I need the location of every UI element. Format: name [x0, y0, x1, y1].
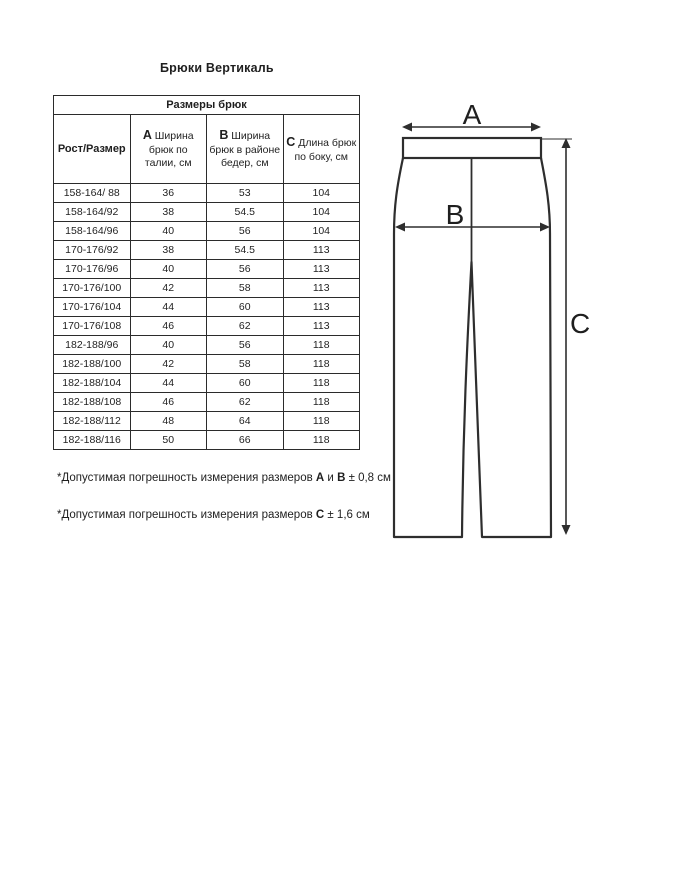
- tolerance-note-ab: [57, 472, 391, 484]
- table-cell: 118: [283, 431, 360, 450]
- note-text: *Допустимая погрешность измерения размеров: [57, 472, 316, 484]
- table-cell: 64: [207, 412, 284, 431]
- table-cell: 104: [283, 203, 360, 222]
- table-cell: 182-188/104: [54, 374, 131, 393]
- table-cell: 58: [207, 279, 284, 298]
- table-cell: 104: [283, 222, 360, 241]
- dimension-a-label: A: [462, 99, 482, 130]
- col-header-size-label: Рост/Размер: [57, 142, 126, 155]
- col-header-c-label: Длина брюк по боку, см: [294, 136, 357, 163]
- table-cell: 158-164/ 88: [54, 184, 131, 203]
- caption-row: [54, 96, 360, 115]
- note-text: ± 0,8 см: [345, 472, 391, 484]
- col-header-a: [130, 115, 207, 184]
- table-cell: 40: [130, 260, 207, 279]
- col-header-size: [54, 115, 131, 184]
- table-cell: 182-188/96: [54, 336, 131, 355]
- col-header-a-label: Ширина брюк по талии, см: [144, 129, 194, 170]
- table-cell: 182-188/100: [54, 355, 131, 374]
- table-cell: 42: [130, 355, 207, 374]
- waistband-shape: [403, 138, 541, 158]
- table-cell: 170-176/108: [54, 317, 131, 336]
- table-cell: 113: [283, 241, 360, 260]
- size-table-body: [54, 184, 360, 450]
- table-row: [54, 279, 360, 298]
- table-row: [54, 317, 360, 336]
- note-text: *Допустимая погрешность измерения размеров: [57, 509, 316, 521]
- table-caption: Размеры брюк: [54, 96, 360, 115]
- table-cell: 56: [207, 260, 284, 279]
- table-cell: 113: [283, 260, 360, 279]
- table-cell: 118: [283, 336, 360, 355]
- table-cell: 38: [130, 203, 207, 222]
- table-cell: 182-188/112: [54, 412, 131, 431]
- table-cell: 118: [283, 355, 360, 374]
- table-cell: 118: [283, 374, 360, 393]
- table-cell: 158-164/96: [54, 222, 131, 241]
- table-row: [54, 431, 360, 450]
- dimension-c-arrow: [541, 138, 572, 535]
- table-cell: 118: [283, 393, 360, 412]
- table-cell: 40: [130, 222, 207, 241]
- note-bold-letter: А: [315, 472, 325, 484]
- table-cell: 62: [207, 317, 284, 336]
- table-cell: 182-188/108: [54, 393, 131, 412]
- dimension-c-label: C: [570, 308, 591, 339]
- table-cell: 46: [130, 317, 207, 336]
- table-cell: 62: [207, 393, 284, 412]
- dimension-b-arrow: [395, 223, 550, 232]
- table-cell: 58: [207, 355, 284, 374]
- note-text: ± 1,6 см: [324, 509, 370, 521]
- table-cell: 42: [130, 279, 207, 298]
- table-row: [54, 222, 360, 241]
- table-cell: 113: [283, 298, 360, 317]
- table-cell: 170-176/96: [54, 260, 131, 279]
- col-header-b-label: Ширина брюк в районе бедер, см: [209, 129, 281, 170]
- table-cell: 60: [207, 298, 284, 317]
- table-cell: 36: [130, 184, 207, 203]
- table-cell: 182-188/116: [54, 431, 131, 450]
- table-cell: 170-176/104: [54, 298, 131, 317]
- table-row: [54, 260, 360, 279]
- trousers-outline: [394, 158, 551, 537]
- tolerance-note-c: [57, 509, 370, 521]
- note-bold-letter: С: [315, 509, 325, 521]
- table-cell: 50: [130, 431, 207, 450]
- table-row: [54, 184, 360, 203]
- table-cell: 44: [130, 374, 207, 393]
- table-cell: 158-164/92: [54, 203, 131, 222]
- table-cell: 118: [283, 412, 360, 431]
- table-cell: 48: [130, 412, 207, 431]
- table-row: [54, 241, 360, 260]
- table-cell: 44: [130, 298, 207, 317]
- table-cell: 170-176/92: [54, 241, 131, 260]
- table-row: [54, 298, 360, 317]
- table-cell: 40: [130, 336, 207, 355]
- table-row: [54, 336, 360, 355]
- table-row: [54, 355, 360, 374]
- table-row: [54, 393, 360, 412]
- table-cell: 38: [130, 241, 207, 260]
- table-cell: 66: [207, 431, 284, 450]
- col-header-b: [207, 115, 284, 184]
- page-title: Брюки Вертикаль: [160, 61, 274, 75]
- col-header-c: [283, 115, 360, 184]
- note-text: и: [324, 472, 338, 484]
- table-row: [54, 203, 360, 222]
- trousers-diagram: [385, 95, 595, 555]
- col-header-b-letter: В: [219, 127, 229, 142]
- table-cell: 56: [207, 222, 284, 241]
- size-table: [53, 95, 360, 450]
- table-cell: 104: [283, 184, 360, 203]
- table-cell: 54.5: [207, 203, 284, 222]
- table-cell: 113: [283, 317, 360, 336]
- col-header-c-letter: С: [286, 134, 296, 149]
- note-bold-letter: В: [337, 472, 346, 484]
- table-cell: 170-176/100: [54, 279, 131, 298]
- table-cell: 54.5: [207, 241, 284, 260]
- header-row: [54, 115, 360, 184]
- table-cell: 53: [207, 184, 284, 203]
- table-cell: 60: [207, 374, 284, 393]
- table-row: [54, 374, 360, 393]
- table-row: [54, 412, 360, 431]
- table-cell: 46: [130, 393, 207, 412]
- dimension-b-label: B: [445, 199, 465, 230]
- table-cell: 56: [207, 336, 284, 355]
- size-table-head: [54, 96, 360, 184]
- col-header-a-letter: А: [142, 127, 152, 142]
- table-cell: 113: [283, 279, 360, 298]
